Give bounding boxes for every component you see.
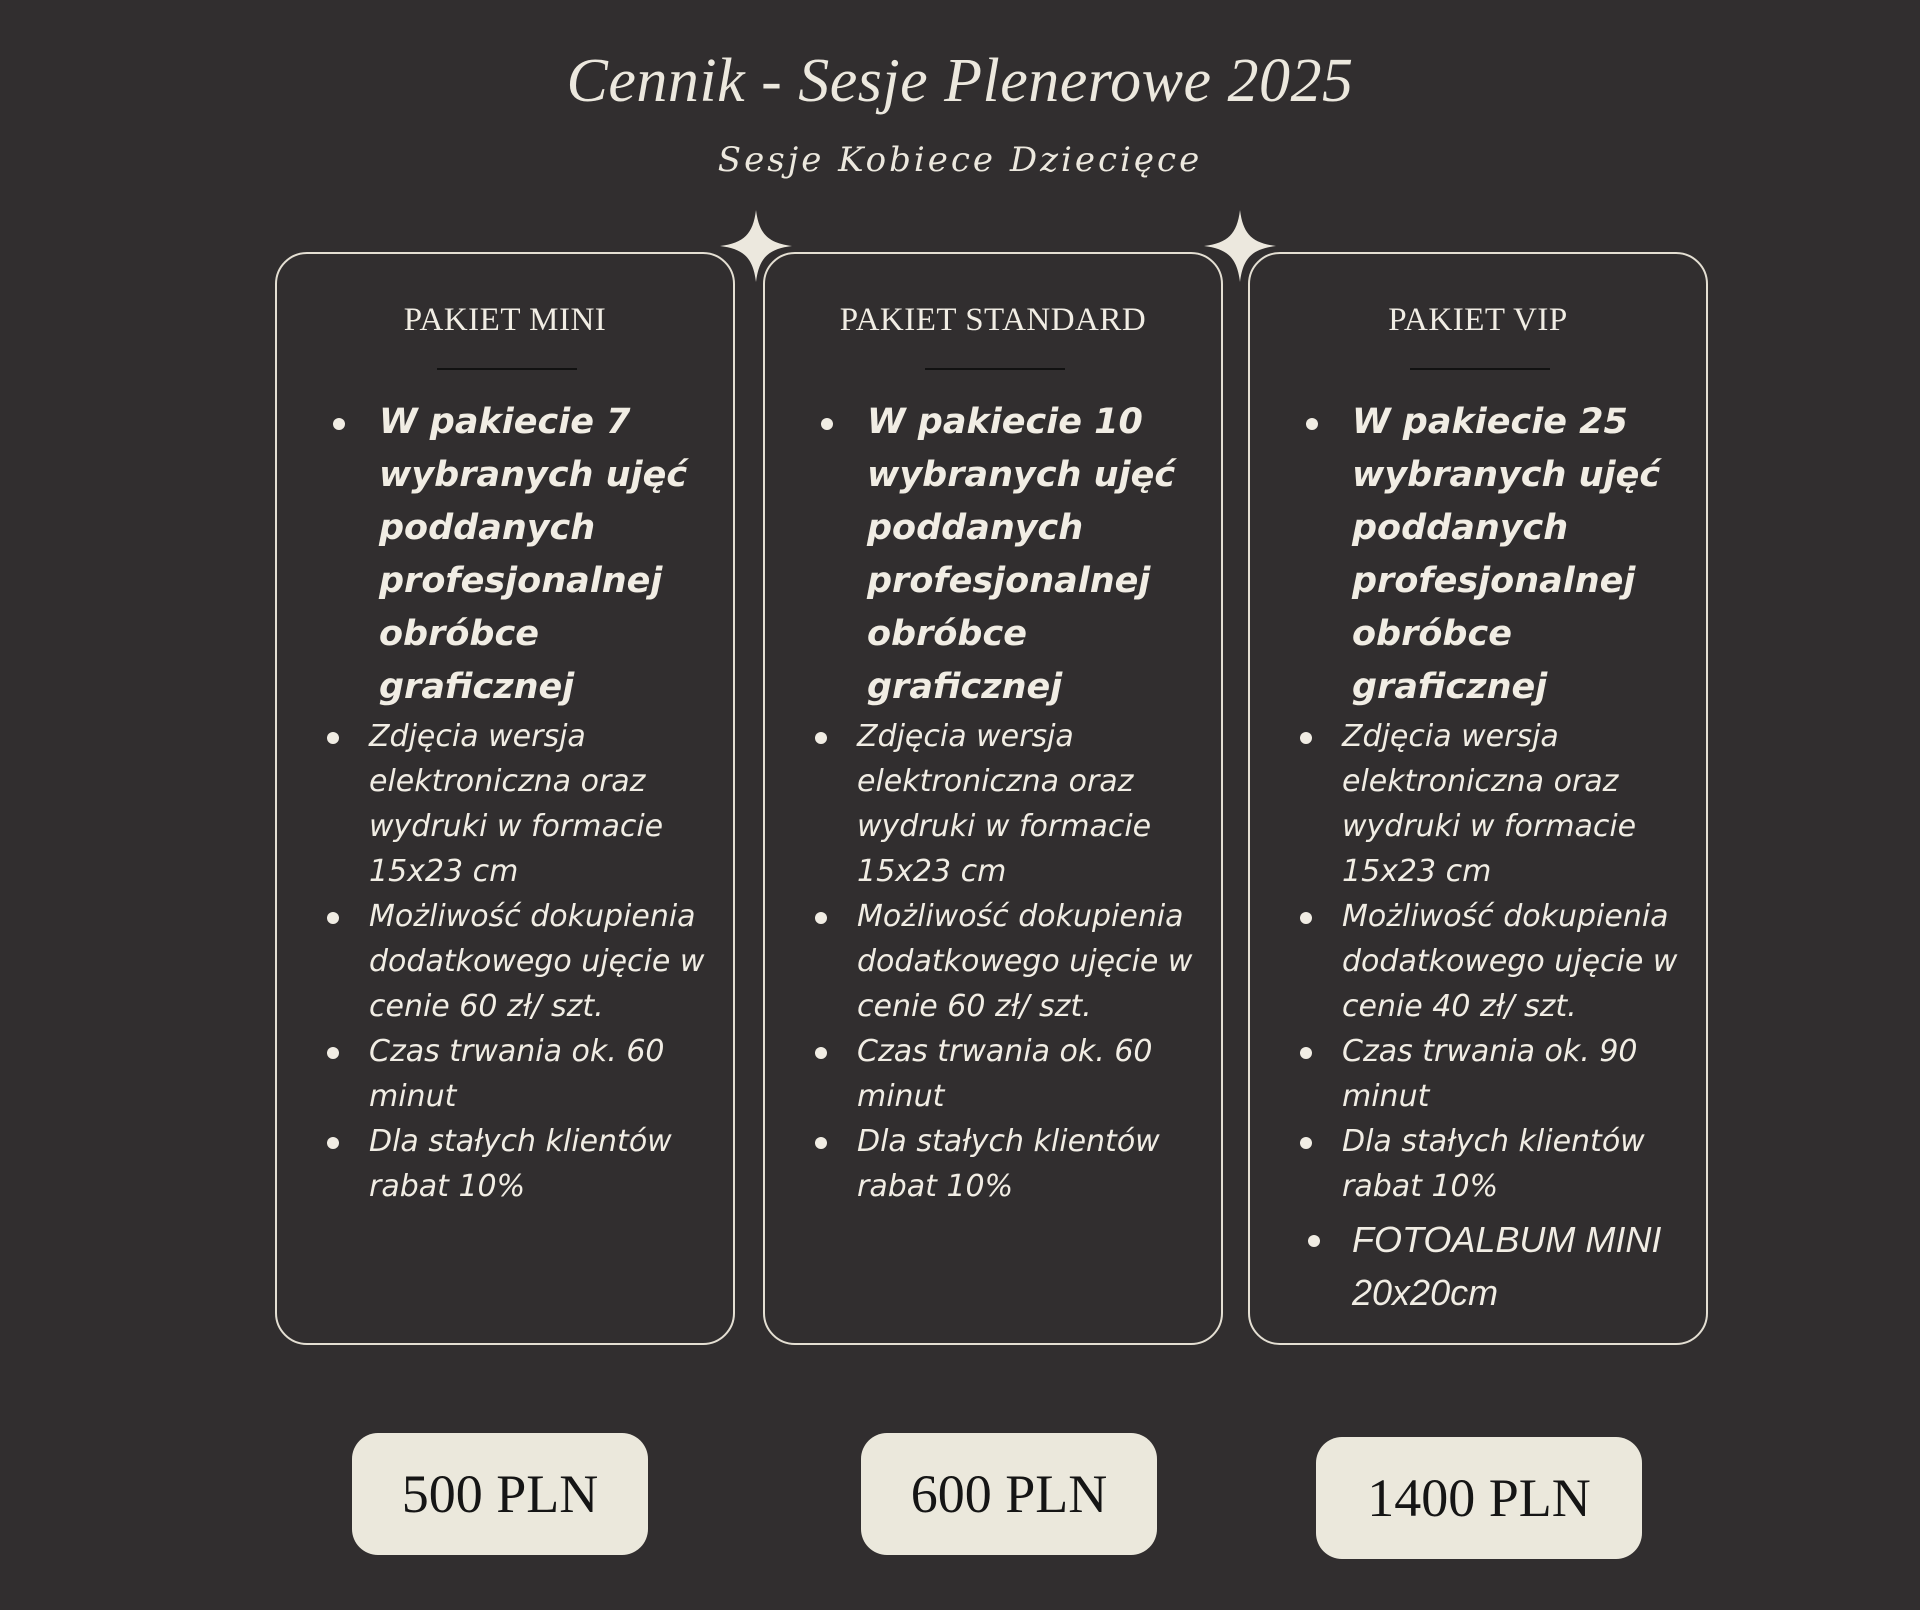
feature-item: Dla stałych klientów rabat 10% xyxy=(1286,1119,1694,1209)
lead-feature: W pakiecie 10 wybranych ujęć poddanych profesjonalnej obróbce graficznej xyxy=(801,396,1209,714)
feature-list xyxy=(313,396,721,1209)
title-divider xyxy=(925,368,1065,370)
title-divider xyxy=(1410,368,1550,370)
feature-item: Dla stałych klientów rabat 10% xyxy=(801,1119,1209,1209)
lead-feature: W pakiecie 7 wybranych ujęć poddanych profesjonalnej obróbce graficznej xyxy=(313,396,721,714)
feature-list xyxy=(1286,396,1694,1319)
feature-item: Czas trwania ok. 60 minut xyxy=(801,1029,1209,1119)
lead-feature: W pakiecie 25 wybranych ujęć poddanych profesjonalnej obróbce graficznej xyxy=(1286,396,1694,714)
page-title: Cennik - Sesje Plenerowe 2025 xyxy=(566,47,1354,115)
feature-list xyxy=(801,396,1209,1209)
feature-item: Dla stałych klientów rabat 10% xyxy=(313,1119,721,1209)
feature-item: Czas trwania ok. 60 minut xyxy=(313,1029,721,1119)
feature-item: Możliwość dokupienia dodatkowego ujęcie w cenie 40 zł/ szt. xyxy=(1286,894,1694,1029)
package-title: PAKIET VIP xyxy=(1388,302,1568,338)
price-badge-mini: 500 PLN xyxy=(352,1433,648,1555)
price-badge-standard: 600 PLN xyxy=(861,1433,1157,1555)
feature-item: Zdjęcia wersja elektroniczna oraz wydruki w formacie 15x23 cm xyxy=(313,714,721,894)
package-card-standard xyxy=(763,252,1223,1345)
title-divider xyxy=(437,368,577,370)
page-subtitle: Sesje Kobiece Dziecięce xyxy=(717,140,1203,180)
feature-item: Zdjęcia wersja elektroniczna oraz wydruki w formacie 15x23 cm xyxy=(1286,714,1694,894)
feature-item: Zdjęcia wersja elektroniczna oraz wydruki w formacie 15x23 cm xyxy=(801,714,1209,894)
package-card-vip xyxy=(1248,252,1708,1345)
feature-item: Czas trwania ok. 90 minut xyxy=(1286,1029,1694,1119)
price-badge-vip: 1400 PLN xyxy=(1316,1437,1642,1559)
package-card-mini xyxy=(275,252,735,1345)
package-title: PAKIET MINI xyxy=(403,302,607,338)
feature-item: Możliwość dokupienia dodatkowego ujęcie w cenie 60 zł/ szt. xyxy=(801,894,1209,1029)
extra-feature: FOTOALBUM MINI 20x20cm xyxy=(1286,1213,1694,1319)
package-title: PAKIET STANDARD xyxy=(839,302,1147,338)
feature-item: Możliwość dokupienia dodatkowego ujęcie w cenie 60 zł/ szt. xyxy=(313,894,721,1029)
